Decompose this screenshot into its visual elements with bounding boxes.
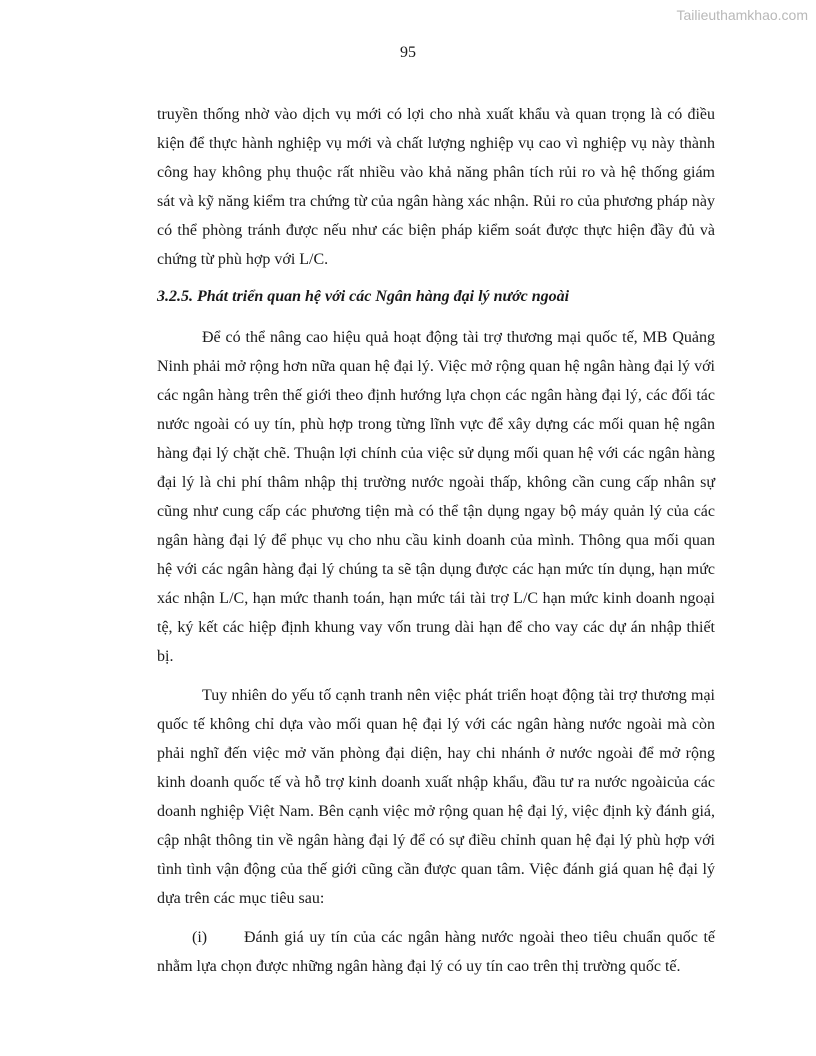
list-item-i [157, 923, 715, 981]
paragraph-continuation: truyền thống nhờ vào dịch vụ mới có lợi cho nhà xuất khẩu và quan trọng là có điều kiện để thực hành nghiệp vụ mới và chất lượng nghiệp vụ cao vì nghiệp vụ này thành công hay không phụ thuộc rất nhiều vào khả năng phân tích rủi ro và hệ thống giám sát và kỹ năng kiểm tra chứng từ của ngân hàng xác nhận. Rủi ro của phương pháp này có thể phòng tránh được nếu như các biện pháp kiểm soát được thực hiện đầy đủ và chứng từ phù hợp với L/C. [157, 106, 715, 268]
section-heading: 3.2.5. Phát triển quan hệ với các Ngân hàng đại lý nước ngoài [157, 288, 570, 305]
watermark: Tailieuthamkhao.com [676, 7, 808, 23]
list-item-text: Đánh giá uy tín của các ngân hàng nước ngoài theo tiêu chuẩn quốc tế nhằm lựa chọn được những ngân hàng đại lý có uy tín cao trên thị trường quốc tế. [157, 929, 715, 975]
paragraph-correspondent-banking: Để có thể nâng cao hiệu quả hoạt động tài trợ thương mại quốc tế, MB Quảng Ninh phải mở rộng hơn nữa quan hệ đại lý. Việc mở rộng quan hệ ngân hàng đại lý với các ngân hàng trên thế giới theo định hướng lựa chọn các ngân hàng đại lý, các đối tác nước ngoài có uy tín, phù hợp trong từng lĩnh vực để xây dựng các mối quan hệ ngân hàng đại lý chặt chẽ. Thuận lợi chính của việc sử dụng mối quan hệ với các ngân hàng đại lý là chi phí thâm nhập thị trường nước ngoài thấp, không cần cung cấp nhân sự cũng như cung cấp các phương tiện mà có thể tận dụng ngay bộ máy quản lý của các ngân hàng đại lý để phục vụ cho nhu cầu kinh doanh của mình. Thông qua mối quan hệ với các ngân hàng đại lý chúng ta sẽ tận dụng được các hạn mức tín dụng, hạn mức xác nhận L/C, hạn mức thanh toán, hạn mức tái tài trợ L/C hạn mức kinh doanh ngoại tệ, ký kết các hiệp định khung vay vốn trung dài hạn để cho vay các dự án nhập thiết bị. [157, 329, 715, 665]
paragraph-competition: Tuy nhiên do yếu tố cạnh tranh nên việc phát triển hoạt động tài trợ thương mại quốc tế không chỉ dựa vào mối quan hệ đại lý với các ngân hàng nước ngoài mà còn phải nghĩ đến việc mở văn phòng đại diện, hay chi nhánh ở nước ngoài để mở rộng kinh doanh quốc tế và hỗ trợ kinh doanh xuất nhập khẩu, đầu tư ra nước ngoàicủa các doanh nghiệp Việt Nam. Bên cạnh việc mở rộng quan hệ đại lý, việc định kỳ đánh giá, cập nhật thông tin về ngân hàng đại lý để có sự điều chỉnh quan hệ đại lý phù hợp với tình tình vận động của thế giới cũng cần được quan tâm. Việc đánh giá quan hệ đại lý dựa trên các mục tiêu sau: [157, 687, 715, 907]
page-number: 95 [400, 44, 416, 61]
list-marker: (i) [192, 929, 208, 946]
document-body [157, 100, 715, 981]
